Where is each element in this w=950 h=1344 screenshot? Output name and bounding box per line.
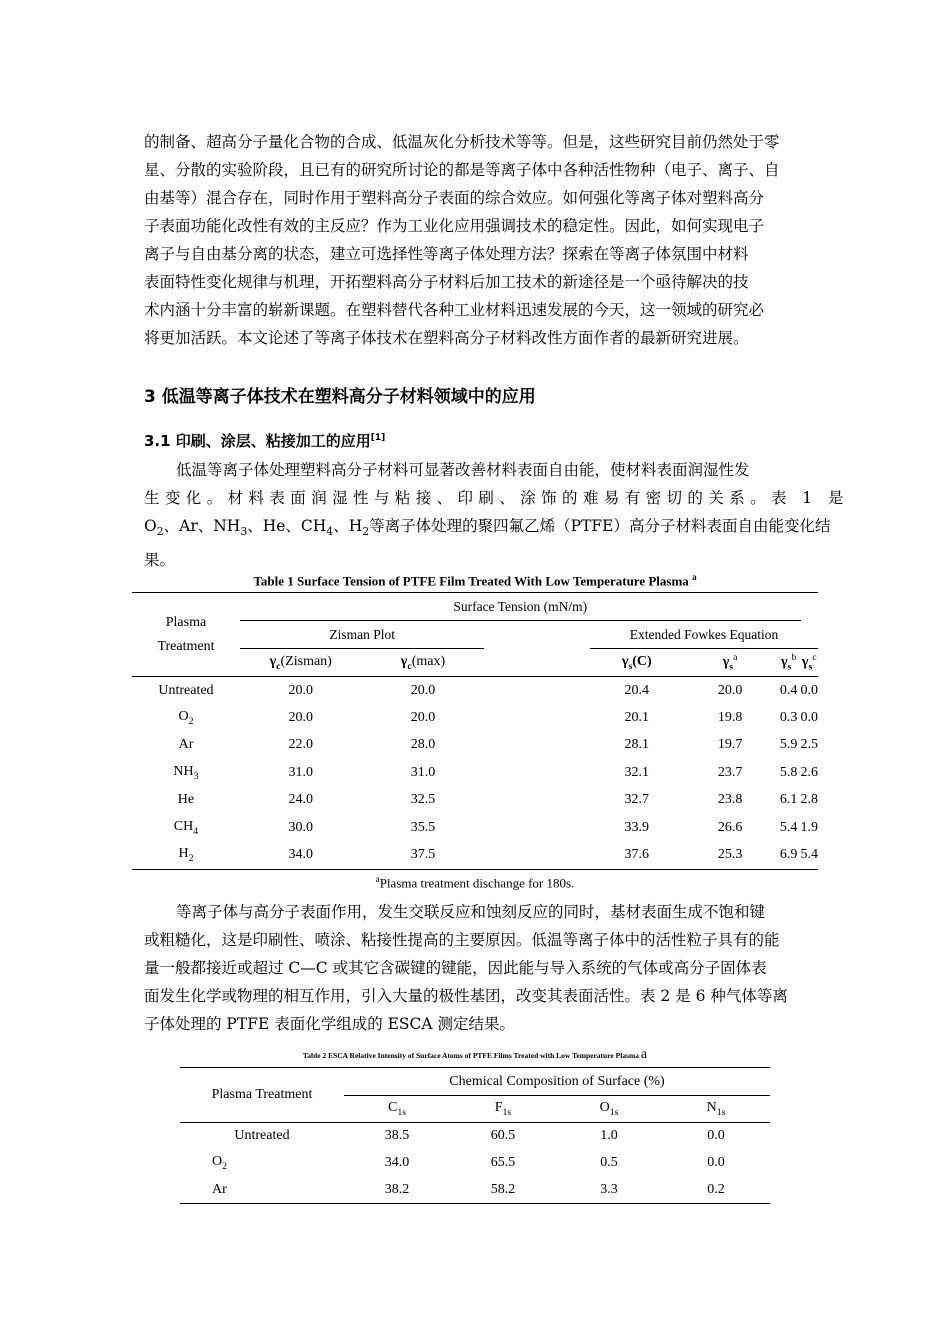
table2-body <box>180 1123 770 1204</box>
table-cell: 65.5 <box>490 1155 516 1170</box>
table-cell: 0.4 <box>779 682 798 698</box>
symbol: γ <box>780 654 788 670</box>
table-cell: 28.1 <box>624 737 650 753</box>
table-cell: 0.3 <box>779 709 798 725</box>
table1-gap <box>484 787 590 815</box>
table1-col-header <box>777 649 801 677</box>
table-cell: 28.0 <box>410 737 436 753</box>
subscript: 1s <box>716 1106 726 1118</box>
table2 <box>180 1067 770 1204</box>
row-name: Untreated <box>158 682 214 698</box>
table-cell: 20.0 <box>288 682 313 698</box>
subscript: s <box>787 661 792 673</box>
row-name: H <box>178 846 189 862</box>
table-cell: 25.3 <box>717 847 743 862</box>
footnote-text: Plasma treatment dischange for 180s. <box>379 875 575 891</box>
subscript: c <box>407 660 412 672</box>
table-cell: 2.6 <box>800 764 818 780</box>
row-name: He <box>177 792 195 808</box>
text-fragment: 、H <box>333 517 363 535</box>
table1-subgroup-zisman: Zisman Plot <box>240 621 484 649</box>
caption-mark: a <box>640 1047 648 1062</box>
table1-col-header <box>362 649 485 677</box>
table-cell: 20.4 <box>624 682 650 698</box>
row-label <box>180 1177 344 1204</box>
row-name: O <box>212 1154 223 1170</box>
superscript: a <box>733 652 738 664</box>
table2-stub-header: Plasma Treatment <box>180 1068 344 1123</box>
text-line: 或粗糙化，这是印刷性、喷涂、粘接性提高的主要原因。低温等离子体中的活性粒子具有的能 <box>144 931 780 949</box>
table1-col-header <box>801 649 819 677</box>
footnote-mark: a <box>375 874 380 884</box>
table-cell: 0.0 <box>707 1155 725 1170</box>
text-fragment: O <box>144 517 157 535</box>
table-cell: 2.8 <box>800 792 818 808</box>
text-line: 子表面功能化改性有效的主反应？作为工业化应用强调技术的稳定性。因此，如何实现电子 <box>144 217 765 235</box>
subscript: 2 <box>188 715 194 727</box>
table-cell: 60.5 <box>490 1128 516 1144</box>
table-cell: 30.0 <box>288 819 313 835</box>
text-line: 术内涵十分丰富的崭新课题。在塑料替代各种工业材料迅速发展的今天，这一领域的研究必 <box>144 301 765 319</box>
table2-col-header <box>344 1096 450 1123</box>
table-cell: 6.9 <box>779 847 798 862</box>
table1 <box>132 592 818 870</box>
table-cell: 32.7 <box>624 792 650 808</box>
table-row <box>180 1177 770 1204</box>
text-line: 离子与自由基分离的状态，建立可选择性等离子体处理方法？探索在等离子体氛围中材料 <box>144 245 749 263</box>
subsection-title: 3.1 印刷、涂层、粘接加工的应用 <box>144 432 371 450</box>
table-cell: 32.5 <box>410 792 436 808</box>
text-line: 表面特性变化规律与机理，开拓塑料高分子材料后加工技术的新途径是一个亟待解决的技 <box>144 273 749 291</box>
table-cell: 0.0 <box>800 682 818 698</box>
table-row <box>132 842 818 870</box>
table1-gap <box>484 732 590 760</box>
text-line: 等离子体与高分子表面作用，发生交联反应和蚀刻反应的同时，基材表面生成不饱和键 <box>176 903 766 921</box>
table2-col-header <box>662 1096 770 1123</box>
row-label <box>132 732 240 760</box>
table1-caption <box>132 572 818 589</box>
subscript: s <box>628 660 633 672</box>
subscript: c <box>276 660 281 672</box>
table-cell: 3.3 <box>600 1181 618 1197</box>
table1-gap <box>484 759 590 787</box>
superscript: c <box>812 652 817 664</box>
table1-col-header <box>240 649 362 677</box>
table-cell: 34.0 <box>384 1155 410 1170</box>
table-cell: 58.2 <box>490 1181 516 1197</box>
text-line: 将更加活跃。本文论述了等离子体技术在塑料高分子材料改性方面作者的最新研究进展。 <box>144 329 749 347</box>
subscript: s <box>729 661 734 673</box>
table1-col-header <box>684 649 777 677</box>
subscript: 1s <box>502 1106 512 1118</box>
table-cell: 20.0 <box>717 682 743 698</box>
table-cell: 24.0 <box>288 792 313 808</box>
symbol: γ <box>621 653 629 669</box>
table-cell: 34.0 <box>288 847 313 862</box>
table1-stub-header <box>132 593 240 677</box>
caption-text: Table 1 Surface Tension of PTFE Film Treated With Low Temperature Plasma <box>253 573 689 589</box>
table-row <box>132 732 818 760</box>
row-label <box>132 842 240 870</box>
paragraph-after-table1 <box>144 898 806 1038</box>
row-name: Ar <box>212 1181 227 1197</box>
table-cell: 35.5 <box>410 819 436 835</box>
table-cell: 26.6 <box>717 819 743 835</box>
table-cell: 0.5 <box>600 1155 618 1170</box>
table-cell: 1.0 <box>600 1128 618 1144</box>
subscript: 1s <box>397 1106 407 1118</box>
symbol: γ <box>269 653 277 669</box>
citation-ref: [1] <box>370 433 386 443</box>
section-heading: 3 低温等离子体技术在塑料高分子材料领域中的应用 <box>144 387 536 407</box>
table-cell: 5.4 <box>800 847 818 862</box>
subscript: 3 <box>193 770 199 782</box>
symbol: γ <box>801 654 809 670</box>
table1-gap <box>484 677 590 705</box>
table-cell: 0.2 <box>707 1181 725 1197</box>
table-cell: 2.5 <box>800 737 818 753</box>
table1-subgroup-fowkes: Extended Fowkes Equation <box>590 621 818 649</box>
table-cell: 33.9 <box>624 819 650 835</box>
text-fragment: 、Ar、NH <box>163 517 241 535</box>
row-label <box>180 1150 344 1177</box>
row-name: O <box>178 708 189 724</box>
subscript: s <box>808 661 813 673</box>
table-cell: 1.9 <box>800 819 818 835</box>
symbol: F <box>494 1100 503 1116</box>
superscript: b <box>791 652 797 664</box>
row-name: NH <box>173 763 194 779</box>
table2-col-header <box>450 1096 556 1123</box>
table1-col-header <box>590 649 683 677</box>
table1-gap <box>484 621 590 649</box>
table1-body <box>132 677 818 870</box>
stub-header-line: Plasma <box>165 614 207 630</box>
text-line: 面发生化学或物理的相互作用，引入大量的极性基团，改变其表面活性。表 2 是 6 种气体等离 <box>144 987 788 1005</box>
header-tail: (max) <box>411 653 446 669</box>
table1-gap <box>484 704 590 732</box>
table-cell: 0.0 <box>800 709 818 725</box>
header-tail: (C) <box>632 653 652 669</box>
table-cell: 31.0 <box>410 764 436 780</box>
paragraph-intro <box>144 128 806 352</box>
table-cell: 37.6 <box>624 847 650 862</box>
subscript: 2 <box>188 852 194 864</box>
table-row <box>132 759 818 787</box>
table-cell: 32.1 <box>624 764 650 780</box>
caption-text: Table 2 ESCA Relative Intensity of Surface Atoms of PTFE Films Treated with Low Temperature Plasma <box>302 1051 639 1060</box>
text-line: 的制备、超高分子量化合物的合成、低温灰化分析技术等等。但是，这些研究目前仍然处于零 <box>144 133 780 151</box>
row-name: CH <box>173 818 194 834</box>
paragraph-3-1 <box>144 456 849 574</box>
subscript: 1s <box>609 1106 619 1118</box>
subscript: 2 <box>156 525 164 539</box>
table-cell: 20.0 <box>410 682 436 698</box>
table-cell: 20.0 <box>410 709 436 725</box>
subscript: 4 <box>326 525 334 539</box>
text-line: 由基等）混合存在，同时作用于塑料高分子表面的综合效应。如何强化等离子体对塑料高分 <box>144 189 765 207</box>
table-cell: 38.5 <box>384 1128 410 1144</box>
table-row <box>132 677 818 705</box>
table-row <box>180 1123 770 1150</box>
table-cell: 0.0 <box>707 1128 725 1144</box>
text-fragment: 、He、CH <box>247 517 327 535</box>
table-cell: 5.8 <box>779 764 798 780</box>
subsection-heading <box>144 430 385 451</box>
table-cell: 6.1 <box>779 792 798 808</box>
table2-col-header <box>556 1096 662 1123</box>
table-row <box>132 814 818 842</box>
table1-gap <box>484 842 590 870</box>
symbol: C <box>387 1100 398 1116</box>
subscript: 2 <box>222 1160 228 1172</box>
text-line: 果。 <box>144 551 176 570</box>
table-row <box>132 704 818 732</box>
table-cell: 22.0 <box>288 737 313 753</box>
stub-header-line: Treatment <box>157 638 215 654</box>
row-label <box>132 704 240 732</box>
text-line: 生变化。材料表面润湿性与粘接、印刷、涂饰的难易有密切的关系。表 1 是 <box>144 489 849 507</box>
table-cell: 5.9 <box>779 737 798 753</box>
table1-gap <box>484 814 590 842</box>
table-cell: 23.8 <box>717 792 743 808</box>
table1-group-header: Surface Tension (mN/m) <box>240 593 801 621</box>
table-cell: 38.2 <box>384 1181 410 1197</box>
row-label <box>180 1123 344 1150</box>
text-fragment: 等离子体处理的聚四氟乙烯（PTFE）高分子材料表面自由能变化结 <box>369 517 831 535</box>
text-line <box>144 512 831 546</box>
text-line: 量一般都接近或超过 C—C 或其它含碳键的键能，因此能与导入系统的气体或高分子固体表 <box>144 959 767 977</box>
table-cell: 23.7 <box>717 764 743 780</box>
row-label <box>132 759 240 787</box>
row-label <box>132 814 240 842</box>
row-label <box>132 787 240 815</box>
table-cell: 19.7 <box>717 737 743 753</box>
table2-group-header: Chemical Composition of Surface (%) <box>344 1068 770 1096</box>
text-line: 低温等离子体处理塑料高分子材料可显著改善材料表面自由能，使材料表面润湿性发 <box>176 461 750 479</box>
header-tail: (Zisman) <box>280 653 332 669</box>
table-cell: 20.0 <box>288 709 313 725</box>
symbol: N <box>706 1100 717 1116</box>
table-cell: 37.5 <box>410 847 436 862</box>
subscript: 3 <box>240 525 248 539</box>
subscript: 4 <box>193 825 199 837</box>
table2-caption <box>180 1047 770 1063</box>
row-name: Untreated <box>234 1128 290 1144</box>
text-line: 星、分散的实验阶段，且已有的研究所讨论的都是等离子体中各种活性物种（电子、离子、自 <box>144 161 780 179</box>
symbol: γ <box>400 653 408 669</box>
row-name: Ar <box>178 737 194 753</box>
symbol: γ <box>722 654 730 670</box>
text-line: 子体处理的 PTFE 表面化学组成的 ESCA 测定结果。 <box>144 1015 516 1033</box>
caption-mark: a <box>692 572 697 582</box>
table-cell: 5.4 <box>779 819 798 835</box>
table-row <box>132 787 818 815</box>
table-cell: 20.1 <box>624 709 650 725</box>
table-cell: 19.8 <box>717 709 743 725</box>
table-cell: 31.0 <box>288 764 313 780</box>
row-label <box>132 677 240 705</box>
subscript: 2 <box>362 525 370 539</box>
table-row <box>180 1150 770 1177</box>
table1-gap <box>484 649 590 677</box>
table1-footnote <box>132 874 818 891</box>
symbol: O <box>599 1100 610 1116</box>
